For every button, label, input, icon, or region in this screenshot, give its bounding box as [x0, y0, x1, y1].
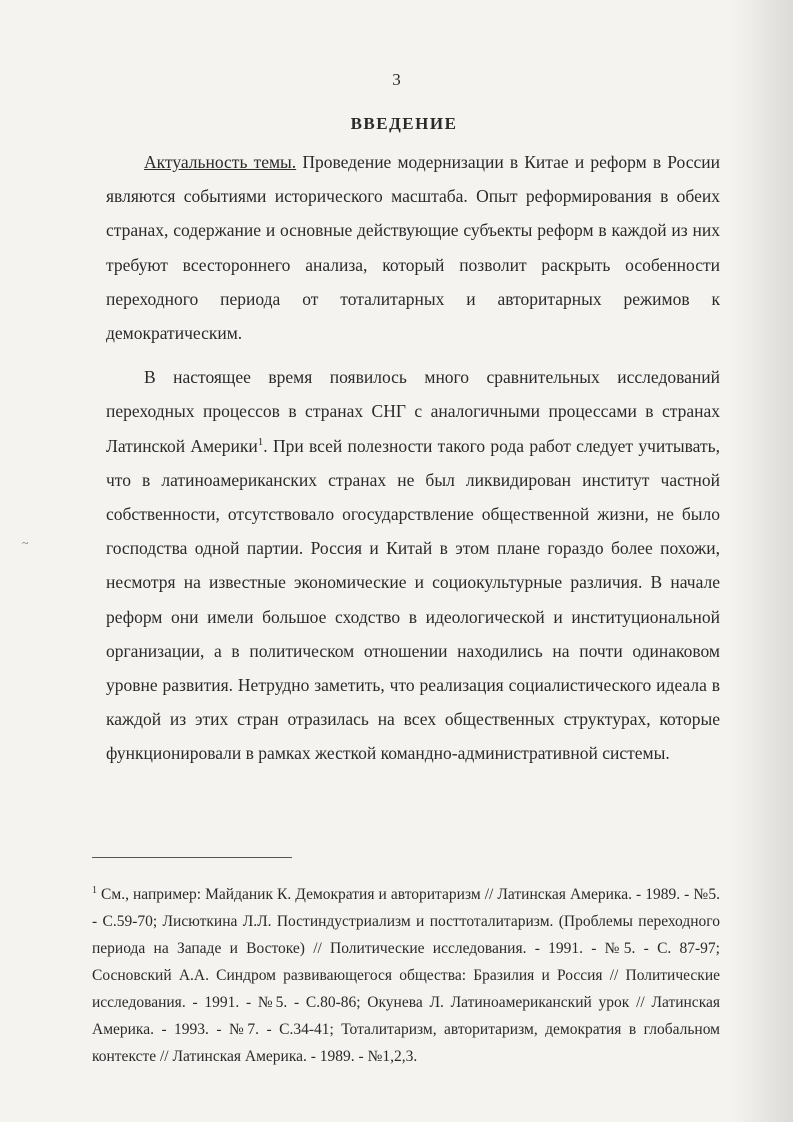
- footnote-text: См., например: Майданик К. Демократия и авторитаризм // Латинская Америка. - 1989. - №5. - С.59-70; Лисюткина Л.Л. Постиндустриализм и посттоталитаризм. (Проблемы переходного периода на Западе и Востоке) // Политические исследования. - 1991. - №5. - С. 87-97; Сосновский А.А. Синдром развивающегося общества: Бразилия и Россия // Политические исследования. - 1991. - №5. - С.80-86; Окунева Л. Латиноамериканский урок // Латинская Америка. - 1993. - №7. - С.34-41; Тоталитаризм, авторитаризм, демократия в глобальном контексте // Латинская Америка. - 1989. - №1,2,3.: [92, 886, 720, 1066]
- paragraph-2-text-a: В настоящее время появилось много сравнительных исследований переходных процессов в странах СНГ с аналогичными процессами в странах Латинской Америки: [106, 367, 720, 456]
- paragraph-1-text: Проведение модернизации в Китае и реформ в России являются событиями исторического масштаба. Опыт реформирования в обеих странах, содержание и основные действующие субъекты реформ в каждой из них требуют всестороннего анализа, который позволит раскрыть особенности переходного периода от тоталитарных и авторитарных режимов к демократическим.: [106, 152, 720, 344]
- body-text: [106, 145, 720, 771]
- page-number: 3: [392, 70, 401, 89]
- relevance-label: Актуальность темы.: [144, 152, 297, 172]
- footnote-mark: 1: [92, 885, 97, 896]
- margin-mark: ~: [22, 536, 29, 550]
- footnote-reference[interactable]: 1: [257, 435, 264, 448]
- footnote-separator: [92, 857, 292, 858]
- paragraph-comparative-studies: [106, 360, 720, 770]
- paragraph-2-text-b: . При всей полезности такого рода работ следует учитывать, что в латиноамериканских странах не был ликвидирован институт частной собственности, отсутствовало огосударствление общественной жизни, не было господства одной партии. Россия и Китай в этом плане гораздо более похожи, несмотря на известные экономические и социокультурные различия. В начале реформ они имели большое сходство в идеологической и институциональной организации, а в политическом отношении находились на почти одинаковом уровне развития. Нетрудно заметить, что реализация социалистического идеала в каждой из этих стран отразилась на всех общественных структурах, которые функционировали в рамках жесткой командно-административной системы.: [106, 435, 720, 764]
- paragraph-relevance: [106, 145, 720, 350]
- footnote: [92, 877, 720, 1070]
- section-heading: ВВЕДЕНИЕ: [350, 114, 458, 133]
- scan-shadow: [733, 0, 793, 1122]
